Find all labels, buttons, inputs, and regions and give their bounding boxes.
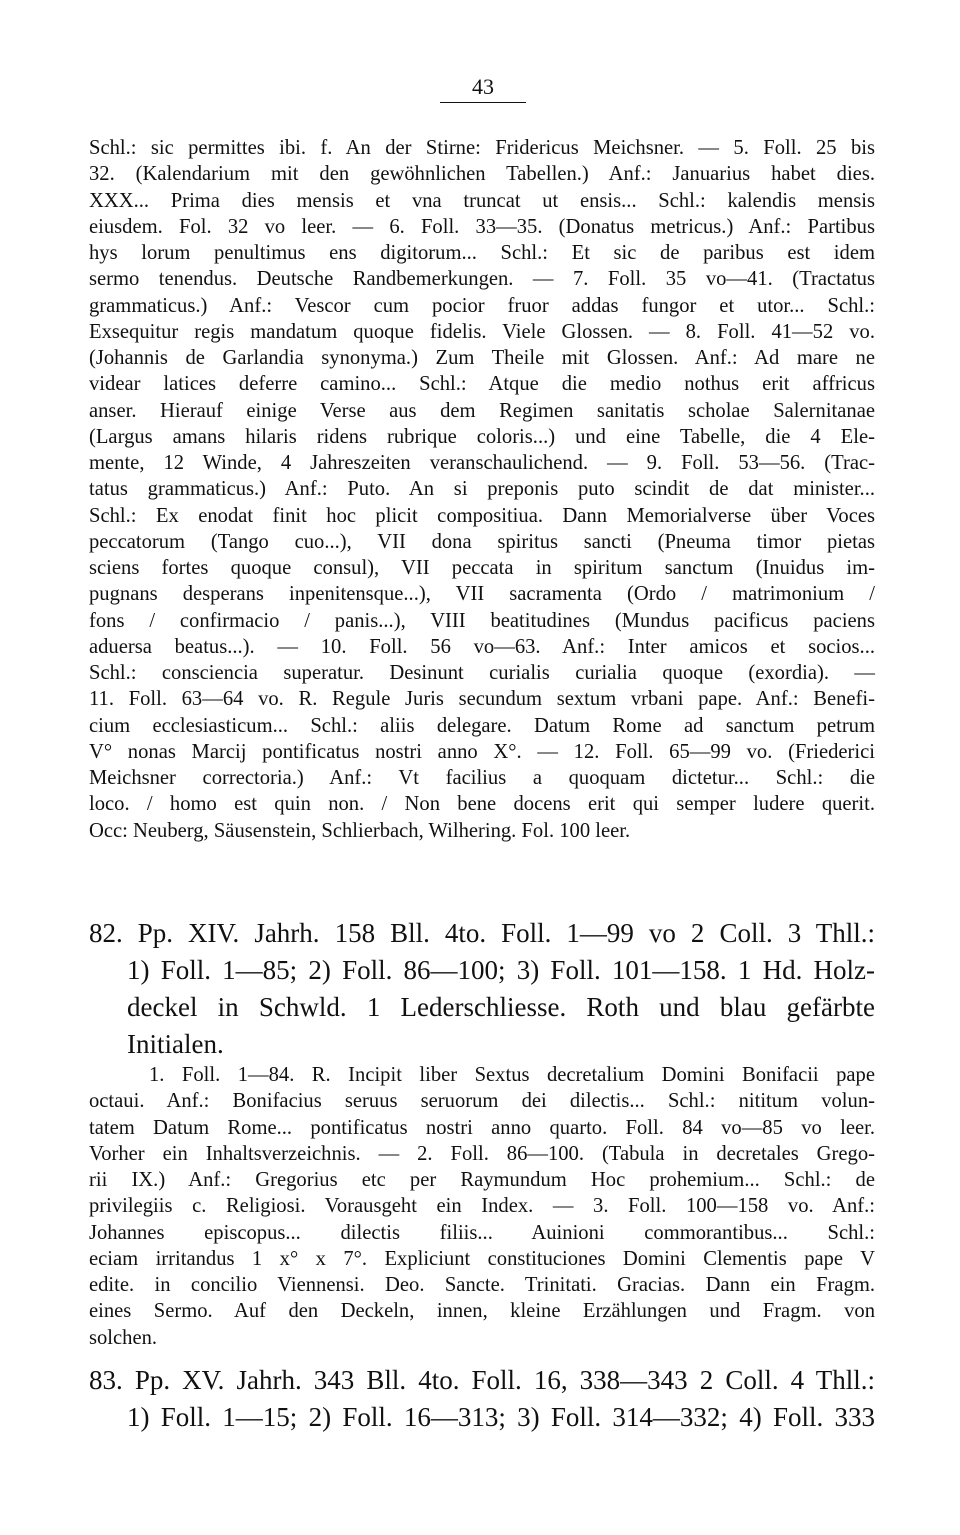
entry-82-contents [89, 1062, 875, 1351]
entry-81-text-line: (Largus amans hilaris ridens rubrique coloris...) und eine Tabelle, die 4 Ele- [89, 425, 875, 448]
entry-81-text-line: pugnans desperans inpenitensque...), VII sacramenta (Ordo / matrimonium / [89, 583, 875, 606]
entry-82-text-line: rii IX.) Anf.: Gregorius etc per Raymundum Hoc prohemium... Schl.: de [89, 1169, 875, 1191]
entry-82-text-line: eciam irritandus 1 x° x 7°. Expliciunt constituciones Domini Clementis pape V [89, 1247, 875, 1270]
entry-81-text-line: Schl.: consciencia superatur. Desinunt curialis curialia quoque (exordia). — [89, 662, 875, 684]
entry-82-text-line: octaui. Anf.: Bonifacius seruus seruorum dei dilectis... Schl.: nititum volun- [89, 1090, 875, 1113]
entry-81-text-line: XXX... Prima dies mensis et vna truncat ut ensis... Schl.: kalendis mensis [89, 189, 875, 212]
entry-81-text-line: tatus grammaticus.) Anf.: Puto. An si preponis puto scindit de dat minister... [89, 478, 875, 501]
entry-82-text-line: Vorher ein Inhaltsverzeichnis. — 2. Foll. 86—100. (Tabula in decretales Grego- [89, 1142, 875, 1165]
entry-81-text-line: Exsequitur regis mandatum quoque fidelis. Viele Glossen. — 8. Foll. 41—52 vo. [89, 320, 875, 343]
entry-82-heading-line: Initialen. [127, 1029, 224, 1059]
entry-81-text-line: 32. (Kalendarium mit den gewöhnlichen Tabellen.) Anf.: Januarius habet dies. [89, 163, 875, 186]
entry-81-text-line: hys lorum penultimus ens digitorum... Schl.: Et sic de paribus est idem [89, 242, 875, 264]
entry-82-heading-line: 1) Foll. 1—85; 2) Foll. 86—100; 3) Foll. 101—158. 1 Hd. Holz- [127, 955, 875, 985]
entry-82-text-line: edite. in concilio Viennensi. Deo. Sancte. Trinitati. Gracias. Dann ein Fragm. [89, 1274, 875, 1296]
entry-82-text-line: tatem Datum Rome... pontificatus nostri anno quarto. Foll. 84 vo—85 vo leer. [89, 1116, 875, 1139]
entry-81-text-line: Occ: Neuberg, Säusenstein, Schlierbach, Wilhering. Fol. 100 leer. [89, 819, 631, 842]
entry-82-text-line: solchen. [89, 1326, 158, 1349]
entry-81-continuation [89, 135, 875, 844]
entry-81-text-line: 11. Foll. 63—64 vo. R. Regule Juris secundum sextum vrbani pape. Anf.: Benefi- [89, 688, 875, 711]
entry-81-text-line: V° nonas Marcij pontificatus nostri anno X°. — 12. Foll. 65—99 vo. (Friederici [89, 740, 875, 763]
entry-81-text-line: anser. Hierauf einige Verse aus dem Regimen sanitatis scholae Salernitanae [89, 399, 875, 422]
entry-82-text-line: Johannes episcopus... dilectis filiis... Auinioni commorantibus... Schl.: [89, 1221, 875, 1244]
entry-82-heading [89, 915, 875, 1063]
entry-82-text-line: 1. Foll. 1—84. R. Incipit liber Sextus decretalium Domini Bonifacii pape [149, 1064, 875, 1086]
entry-81-text-line: sermo tenendus. Deutsche Randbemerkungen. — 7. Foll. 35 vo—41. (Tractatus [89, 268, 875, 291]
entry-81-text-line: Meichsner correctoria.) Anf.: Vt facilius a quoquam dictetur... Schl.: die [89, 767, 875, 789]
entry-82-heading-line: deckel in Schwld. 1 Lederschliesse. Roth und blau gefärbte [127, 992, 875, 1022]
entry-81-text-line: videar latices deferre camino... Schl.: Atque die medio nothus erit affricus [89, 373, 875, 396]
entry-81-text-line: Schl.: sic permittes ibi. f. An der Stirne: Fridericus Meichsner. — 5. Foll. 25 bis [89, 137, 875, 159]
entry-83-heading-line: 1) Foll. 1—15; 2) Foll. 16—313; 3) Foll. 314—332; 4) Foll. 333 [127, 1402, 875, 1432]
entry-81-text-line: cium ecclesiasticum... Schl.: aliis delegare. Datum Rome ad sanctum petrum [89, 714, 875, 737]
entry-83-heading-line: 83. Pp. XV. Jahrh. 343 Bll. 4to. Foll. 16, 338—343 2 Coll. 4 Thll.: [89, 1365, 875, 1395]
entry-81-text-line: loco. / homo est quin non. / Non bene docens erit qui semper ludere querit. [89, 793, 875, 816]
entry-81-text-line: fons / confirmacio / panis...), VIII beatitudines (Mundus pacificus paciens [89, 609, 875, 632]
entry-82-text-line: eines Sermo. Auf den Deckeln, innen, kleine Erzählungen und Fragm. von [89, 1300, 875, 1323]
entry-81-text-line: sciens fortes quoque consul), VII peccata in spiritum sanctum (Inuidus im- [89, 557, 875, 579]
entry-81-text-line: (Johannis de Garlandia synonyma.) Zum Theile mit Glossen. Anf.: Ad mare ne [89, 347, 875, 369]
entry-81-text-line: aduersa beatus...). — 10. Foll. 56 vo—63. Anf.: Inter amicos et socios... [89, 635, 875, 658]
entry-82-text-line: privilegiis c. Religiosi. Vorausgeht ein Index. — 3. Foll. 100—158 vo. Anf.: [89, 1195, 875, 1218]
entry-81-text-line: grammaticus.) Anf.: Vescor cum pocior fruor addas fungor et utor... Schl.: [89, 294, 875, 317]
entry-83-heading [89, 1362, 875, 1436]
page-number: 43 [440, 74, 526, 103]
entry-81-text-line: eiusdem. Fol. 32 vo leer. — 6. Foll. 33—35. (Donatus metricus.) Anf.: Partibus [89, 215, 875, 238]
entry-82-heading-line: 82. Pp. XIV. Jahrh. 158 Bll. 4to. Foll. 1—99 vo 2 Coll. 3 Thll.: [89, 918, 875, 948]
entry-81-text-line: peccatorum (Tango cuo...), VII dona spiritus sancti (Pneuma timor pietas [89, 530, 875, 553]
entry-81-text-line: mente, 12 Winde, 4 Jahreszeiten veranschaulichend. — 9. Foll. 53—56. (Trac- [89, 452, 875, 474]
entry-81-text-line: Schl.: Ex enodat finit hoc plicit compositiua. Dann Memorialverse über Voces [89, 504, 875, 527]
